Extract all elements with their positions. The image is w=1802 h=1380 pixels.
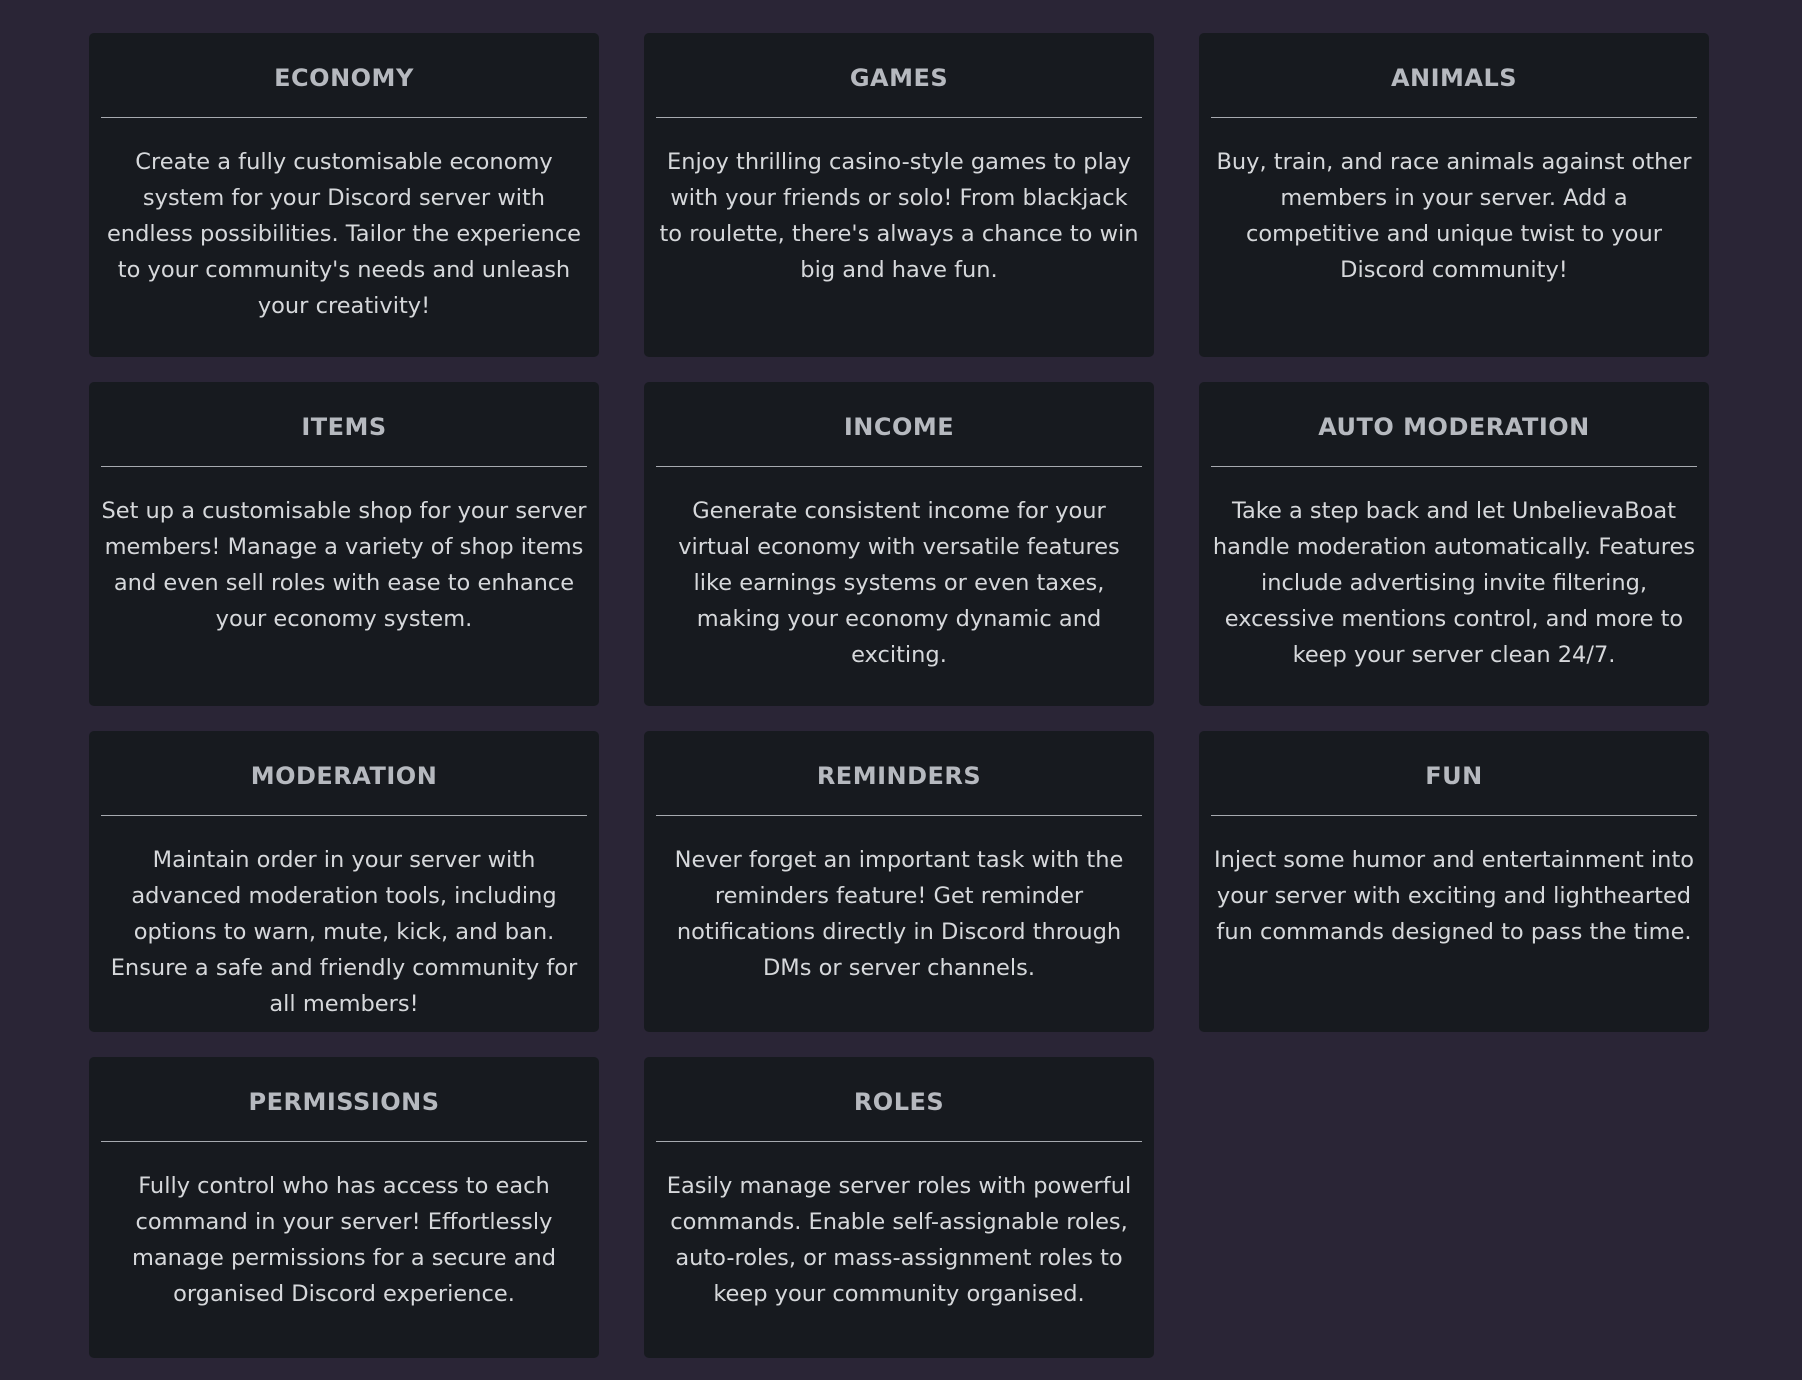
card-description: Easily manage server roles with powerful commands. Enable self-assignable roles, auto-roles, or mass-assignment roles to keep your community organised. xyxy=(666,1173,1132,1307)
feature-card-reminders xyxy=(644,731,1154,1032)
card-description: Fully control who has access to each command in your server! Effortlessly manage permissions for a secure and organised Discord experience. xyxy=(131,1173,557,1307)
feature-card-games xyxy=(644,33,1154,357)
card-title: ANIMALS xyxy=(1390,64,1518,92)
card-description: Never forget an important task with the reminders feature! Get reminder notifications directly in Discord through DMs or server channels. xyxy=(674,847,1124,981)
card-description: Generate consistent income for your virtual economy with versatile features like earnings systems or even taxes, making your economy dynamic and exciting. xyxy=(678,498,1120,668)
card-description: Create a fully customisable economy system for your Discord server with endless possibilities. Tailor the experience to your community's needs and unleash your creativity! xyxy=(106,149,582,319)
card-description: Maintain order in your server with advanced moderation tools, including options to warn, mute, kick, and ban. Ensure a safe and friendly community for all members! xyxy=(110,847,578,1017)
features-grid xyxy=(89,33,1709,1358)
feature-card-moderation xyxy=(89,731,599,1032)
card-description: Take a step back and let UnbelievaBoat handle moderation automatically. Features include advertising invite filtering, excessive mentions control, and more to keep your server clean 24/7. xyxy=(1212,498,1696,668)
card-title: PERMISSIONS xyxy=(248,1088,440,1116)
feature-card-economy xyxy=(89,33,599,357)
card-title: FUN xyxy=(1425,762,1483,790)
card-description: Enjoy thrilling casino-style games to play with your friends or solo! From blackjack to roulette, there's always a chance to win big and have fun. xyxy=(659,149,1139,283)
card-title: AUTO MODERATION xyxy=(1318,413,1590,441)
card-title: GAMES xyxy=(849,64,949,92)
feature-card-roles xyxy=(644,1057,1154,1358)
feature-card-permissions xyxy=(89,1057,599,1358)
feature-card-auto-moderation xyxy=(1199,382,1709,706)
card-title: ECONOMY xyxy=(274,64,414,92)
card-title: ROLES xyxy=(853,1088,945,1116)
card-title: INCOME xyxy=(843,413,955,441)
feature-card-fun xyxy=(1199,731,1709,1032)
card-title: MODERATION xyxy=(250,762,438,790)
card-title: REMINDERS xyxy=(816,762,982,790)
feature-card-animals xyxy=(1199,33,1709,357)
card-description: Set up a customisable shop for your server members! Manage a variety of shop items and even sell roles with ease to enhance your economy system. xyxy=(101,498,587,632)
card-description: Buy, train, and race animals against other members in your server. Add a competitive and unique twist to your Discord community! xyxy=(1216,149,1692,283)
feature-card-items xyxy=(89,382,599,706)
card-title: ITEMS xyxy=(301,413,387,441)
feature-card-income xyxy=(644,382,1154,706)
card-description: Inject some humor and entertainment into your server with exciting and lighthearted fun commands designed to pass the time. xyxy=(1213,847,1695,945)
